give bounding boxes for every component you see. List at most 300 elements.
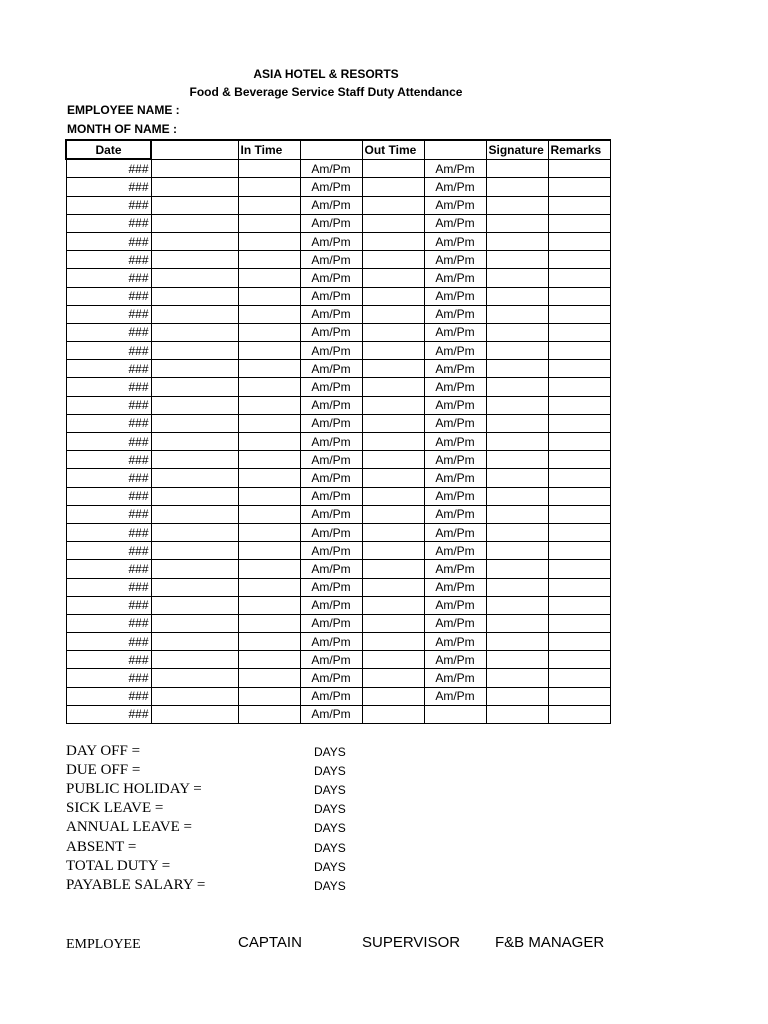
- out-ampm-cell: Am/Pm: [424, 159, 486, 178]
- in-time-cell: [238, 451, 300, 469]
- table-row: [66, 542, 610, 560]
- out-time-cell: [362, 451, 424, 469]
- signature-cell: [486, 414, 548, 432]
- in-ampm-cell: Am/Pm: [300, 196, 362, 214]
- in-time-cell: [238, 705, 300, 723]
- date-cell: ###: [66, 614, 151, 632]
- table-row: [66, 251, 610, 269]
- table-row: [66, 487, 610, 505]
- in-ampm-cell: Am/Pm: [300, 687, 362, 705]
- in-time-cell: [238, 578, 300, 596]
- remarks-cell: [548, 523, 610, 541]
- table-row: [66, 578, 610, 596]
- summary-label: SICK LEAVE =: [66, 800, 164, 817]
- in-ampm-cell: Am/Pm: [300, 487, 362, 505]
- remarks-cell: [548, 705, 610, 723]
- in-time-cell: [238, 378, 300, 396]
- blank-cell: [151, 633, 238, 651]
- out-time-cell: [362, 687, 424, 705]
- in-time-cell: [238, 251, 300, 269]
- date-cell: ###: [66, 651, 151, 669]
- in-ampm-cell: Am/Pm: [300, 523, 362, 541]
- out-time-cell: [362, 542, 424, 560]
- date-cell: ###: [66, 269, 151, 287]
- in-time-cell: [238, 287, 300, 305]
- in-ampm-cell: Am/Pm: [300, 651, 362, 669]
- summary-label: TOTAL DUTY =: [66, 857, 171, 874]
- out-time-cell: [362, 323, 424, 341]
- signature-cell: [486, 596, 548, 614]
- table-row: [66, 651, 610, 669]
- out-ampm-cell: Am/Pm: [424, 487, 486, 505]
- in-ampm-cell: Am/Pm: [300, 214, 362, 232]
- out-time-cell: [362, 596, 424, 614]
- out-time-cell: [362, 159, 424, 178]
- out-time-cell: [362, 433, 424, 451]
- remarks-cell: [548, 669, 610, 687]
- in-ampm-cell: Am/Pm: [300, 323, 362, 341]
- out-time-cell: [362, 523, 424, 541]
- attendance-table: [65, 139, 611, 724]
- in-ampm-cell: Am/Pm: [300, 232, 362, 250]
- blank-cell: [151, 232, 238, 250]
- summary-label: PAYABLE SALARY =: [66, 876, 206, 893]
- date-cell: ###: [66, 178, 151, 196]
- signature-cell: [486, 687, 548, 705]
- out-ampm-cell: Am/Pm: [424, 360, 486, 378]
- signature-cell: [486, 305, 548, 323]
- table-row: [66, 178, 610, 196]
- in-ampm-cell: Am/Pm: [300, 360, 362, 378]
- out-time-cell: [362, 396, 424, 414]
- in-ampm-cell: Am/Pm: [300, 505, 362, 523]
- date-cell: ###: [66, 232, 151, 250]
- month-label: MONTH OF NAME :: [67, 122, 177, 136]
- in-time-cell: [238, 433, 300, 451]
- date-cell: ###: [66, 378, 151, 396]
- remarks-cell: [548, 487, 610, 505]
- out-ampm-cell: Am/Pm: [424, 287, 486, 305]
- in-ampm-cell: Am/Pm: [300, 287, 362, 305]
- in-ampm-cell: Am/Pm: [300, 560, 362, 578]
- signature-cell: [486, 269, 548, 287]
- out-time-cell: [362, 287, 424, 305]
- remarks-cell: [548, 251, 610, 269]
- in-ampm-cell: Am/Pm: [300, 178, 362, 196]
- in-ampm-cell: Am/Pm: [300, 469, 362, 487]
- signature-cell: [486, 251, 548, 269]
- table-row: [66, 669, 610, 687]
- date-cell: ###: [66, 505, 151, 523]
- out-time-cell: [362, 578, 424, 596]
- in-time-cell: [238, 633, 300, 651]
- signature-cell: [486, 523, 548, 541]
- remarks-cell: [548, 214, 610, 232]
- in-time-cell: [238, 305, 300, 323]
- remarks-cell: [548, 542, 610, 560]
- table-row: [66, 414, 610, 432]
- blank-cell: [151, 342, 238, 360]
- table-row: [66, 360, 610, 378]
- out-ampm-cell: Am/Pm: [424, 469, 486, 487]
- signature-cell: [486, 560, 548, 578]
- in-time-cell: [238, 360, 300, 378]
- date-cell: ###: [66, 396, 151, 414]
- date-cell: ###: [66, 542, 151, 560]
- in-time-cell: [238, 232, 300, 250]
- in-ampm-cell: Am/Pm: [300, 305, 362, 323]
- table-row: [66, 451, 610, 469]
- in-ampm-cell: Am/Pm: [300, 633, 362, 651]
- blank-cell: [151, 560, 238, 578]
- out-ampm-cell: Am/Pm: [424, 269, 486, 287]
- out-time-cell: [362, 178, 424, 196]
- in-ampm-cell: Am/Pm: [300, 451, 362, 469]
- remarks-cell: [548, 451, 610, 469]
- date-cell: ###: [66, 214, 151, 232]
- out-ampm-cell: [424, 705, 486, 723]
- employee-name-label: EMPLOYEE NAME :: [67, 103, 180, 117]
- date-cell: ###: [66, 596, 151, 614]
- date-cell: ###: [66, 669, 151, 687]
- in-time-cell: [238, 396, 300, 414]
- summary-label: PUBLIC HOLIDAY =: [66, 781, 202, 798]
- in-time-cell: [238, 614, 300, 632]
- out-time-cell: [362, 705, 424, 723]
- out-ampm-cell: Am/Pm: [424, 214, 486, 232]
- date-cell: ###: [66, 251, 151, 269]
- table-row: [66, 505, 610, 523]
- out-ampm-cell: Am/Pm: [424, 232, 486, 250]
- signature-cell: [486, 633, 548, 651]
- in-ampm-cell: Am/Pm: [300, 433, 362, 451]
- out-ampm-cell: Am/Pm: [424, 578, 486, 596]
- remarks-cell: [548, 196, 610, 214]
- table-row: [66, 269, 610, 287]
- out-time-cell: [362, 360, 424, 378]
- out-time-cell: [362, 196, 424, 214]
- blank-cell: [151, 523, 238, 541]
- table-row: [66, 596, 610, 614]
- blank-cell: [151, 451, 238, 469]
- remarks-cell: [548, 414, 610, 432]
- remarks-cell: [548, 287, 610, 305]
- table-row: [66, 469, 610, 487]
- remarks-cell: [548, 596, 610, 614]
- in-ampm-cell: Am/Pm: [300, 669, 362, 687]
- date-cell: ###: [66, 433, 151, 451]
- blank-cell: [151, 196, 238, 214]
- out-ampm-cell: Am/Pm: [424, 433, 486, 451]
- table-row: [66, 523, 610, 541]
- signature-cell: [486, 360, 548, 378]
- out-ampm-cell: Am/Pm: [424, 669, 486, 687]
- date-cell: ###: [66, 323, 151, 341]
- signature-cell: [486, 178, 548, 196]
- signature-captain: CAPTAIN: [238, 934, 302, 951]
- in-time-cell: [238, 505, 300, 523]
- table-row: [66, 433, 610, 451]
- summary-unit: DAYS: [314, 821, 346, 836]
- blank-cell: [151, 669, 238, 687]
- remarks-cell: [548, 378, 610, 396]
- in-time-cell: [238, 523, 300, 541]
- signature-employee: EMPLOYEE: [66, 937, 141, 952]
- blank-cell: [151, 159, 238, 178]
- blank-cell: [151, 178, 238, 196]
- signature-cell: [486, 705, 548, 723]
- remarks-cell: [548, 360, 610, 378]
- blank-cell: [151, 305, 238, 323]
- out-ampm-cell: Am/Pm: [424, 451, 486, 469]
- out-ampm-cell: Am/Pm: [424, 396, 486, 414]
- signature-cell: [486, 342, 548, 360]
- remarks-cell: [548, 560, 610, 578]
- date-cell: ###: [66, 469, 151, 487]
- blank-cell: [151, 614, 238, 632]
- out-ampm-cell: Am/Pm: [424, 523, 486, 541]
- summary-label: ANNUAL LEAVE =: [66, 819, 192, 836]
- out-ampm-cell: Am/Pm: [424, 560, 486, 578]
- in-ampm-cell: Am/Pm: [300, 596, 362, 614]
- signature-cell: [486, 487, 548, 505]
- table-row: [66, 705, 610, 723]
- in-ampm-cell: Am/Pm: [300, 342, 362, 360]
- signature-cell: [486, 542, 548, 560]
- signature-supervisor: SUPERVISOR: [362, 934, 461, 951]
- in-ampm-cell: Am/Pm: [300, 705, 362, 723]
- in-time-cell: [238, 159, 300, 178]
- out-ampm-cell: Am/Pm: [424, 651, 486, 669]
- remarks-cell: [548, 342, 610, 360]
- date-cell: ###: [66, 451, 151, 469]
- remarks-cell: [548, 159, 610, 178]
- out-ampm-cell: Am/Pm: [424, 414, 486, 432]
- table-row: [66, 232, 610, 250]
- out-time-cell: [362, 342, 424, 360]
- date-cell: ###: [66, 159, 151, 178]
- signature-manager: F&B MANAGER: [495, 934, 605, 951]
- out-time-cell: [362, 232, 424, 250]
- out-time-cell: [362, 633, 424, 651]
- out-time-cell: [362, 651, 424, 669]
- summary-unit: DAYS: [314, 745, 346, 759]
- blank-cell: [151, 687, 238, 705]
- remarks-cell: [548, 178, 610, 196]
- table-row: [66, 159, 610, 178]
- date-cell: ###: [66, 633, 151, 651]
- summary-label: DAY OFF =: [66, 743, 141, 759]
- signature-cell: [486, 505, 548, 523]
- table-row: [66, 560, 610, 578]
- in-time-cell: [238, 596, 300, 614]
- table-row: [66, 396, 610, 414]
- blank-cell: [151, 360, 238, 378]
- remarks-cell: [548, 433, 610, 451]
- out-time-cell: [362, 505, 424, 523]
- in-time-cell: [238, 542, 300, 560]
- column-header-in-ampm: [300, 140, 362, 159]
- out-ampm-cell: Am/Pm: [424, 305, 486, 323]
- date-cell: ###: [66, 287, 151, 305]
- in-time-cell: [238, 487, 300, 505]
- in-ampm-cell: Am/Pm: [300, 396, 362, 414]
- blank-cell: [151, 323, 238, 341]
- date-cell: ###: [66, 305, 151, 323]
- out-ampm-cell: Am/Pm: [424, 378, 486, 396]
- in-ampm-cell: Am/Pm: [300, 542, 362, 560]
- blank-cell: [151, 414, 238, 432]
- table-row: [66, 214, 610, 232]
- in-ampm-cell: Am/Pm: [300, 159, 362, 178]
- summary-unit: DAYS: [314, 878, 346, 893]
- signature-cell: [486, 159, 548, 178]
- signature-cell: [486, 578, 548, 596]
- remarks-cell: [548, 651, 610, 669]
- document-title: Food & Beverage Service Staff Duty Attendance: [189, 85, 463, 99]
- out-time-cell: [362, 378, 424, 396]
- date-cell: ###: [66, 487, 151, 505]
- date-cell: ###: [66, 560, 151, 578]
- out-time-cell: [362, 614, 424, 632]
- out-ampm-cell: Am/Pm: [424, 178, 486, 196]
- table-row: [66, 614, 610, 632]
- blank-cell: [151, 214, 238, 232]
- signature-cell: [486, 396, 548, 414]
- date-cell: ###: [66, 705, 151, 723]
- column-header-in-time: In Time: [238, 140, 300, 159]
- blank-cell: [151, 542, 238, 560]
- blank-cell: [151, 578, 238, 596]
- in-time-cell: [238, 651, 300, 669]
- out-time-cell: [362, 414, 424, 432]
- summary-unit: DAYS: [314, 840, 346, 855]
- date-cell: ###: [66, 523, 151, 541]
- remarks-cell: [548, 687, 610, 705]
- remarks-cell: [548, 614, 610, 632]
- column-header-out-time: Out Time: [362, 140, 424, 159]
- blank-cell: [151, 378, 238, 396]
- summary-unit: DAYS: [314, 783, 346, 798]
- summary-label: ABSENT =: [66, 838, 137, 855]
- out-ampm-cell: Am/Pm: [424, 633, 486, 651]
- out-ampm-cell: Am/Pm: [424, 505, 486, 523]
- in-time-cell: [238, 687, 300, 705]
- remarks-cell: [548, 396, 610, 414]
- in-ampm-cell: Am/Pm: [300, 378, 362, 396]
- date-cell: ###: [66, 360, 151, 378]
- blank-cell: [151, 487, 238, 505]
- signature-cell: [486, 469, 548, 487]
- signature-cell: [486, 287, 548, 305]
- blank-cell: [151, 651, 238, 669]
- table-row: [66, 196, 610, 214]
- date-cell: ###: [66, 414, 151, 432]
- in-time-cell: [238, 323, 300, 341]
- signature-cell: [486, 451, 548, 469]
- signature-cell: [486, 433, 548, 451]
- summary-unit: DAYS: [314, 802, 346, 817]
- out-ampm-cell: Am/Pm: [424, 687, 486, 705]
- column-header-out-ampm: [424, 140, 486, 159]
- date-cell: ###: [66, 342, 151, 360]
- signature-cell: [486, 323, 548, 341]
- out-time-cell: [362, 469, 424, 487]
- summary-unit: DAYS: [314, 859, 346, 874]
- out-time-cell: [362, 214, 424, 232]
- remarks-cell: [548, 323, 610, 341]
- date-cell: ###: [66, 578, 151, 596]
- out-ampm-cell: Am/Pm: [424, 542, 486, 560]
- signature-cell: [486, 196, 548, 214]
- out-ampm-cell: Am/Pm: [424, 323, 486, 341]
- remarks-cell: [548, 269, 610, 287]
- summary-unit: DAYS: [314, 764, 346, 779]
- out-ampm-cell: Am/Pm: [424, 596, 486, 614]
- date-cell: ###: [66, 196, 151, 214]
- table-row: [66, 342, 610, 360]
- blank-cell: [151, 433, 238, 451]
- blank-cell: [151, 505, 238, 523]
- summary-label: DUE OFF =: [66, 762, 141, 779]
- in-time-cell: [238, 669, 300, 687]
- signature-cell: [486, 614, 548, 632]
- in-time-cell: [238, 178, 300, 196]
- out-ampm-cell: Am/Pm: [424, 196, 486, 214]
- blank-cell: [151, 287, 238, 305]
- in-time-cell: [238, 196, 300, 214]
- signature-cell: [486, 651, 548, 669]
- out-time-cell: [362, 560, 424, 578]
- blank-cell: [151, 469, 238, 487]
- column-header-date: Date: [66, 140, 151, 159]
- out-ampm-cell: Am/Pm: [424, 614, 486, 632]
- in-time-cell: [238, 214, 300, 232]
- date-cell: ###: [66, 687, 151, 705]
- remarks-cell: [548, 469, 610, 487]
- column-header-signature: Signature: [486, 140, 548, 159]
- table-row: [66, 287, 610, 305]
- out-time-cell: [362, 669, 424, 687]
- blank-cell: [151, 596, 238, 614]
- in-time-cell: [238, 414, 300, 432]
- column-header-remarks: Remarks: [548, 140, 610, 159]
- in-time-cell: [238, 269, 300, 287]
- signature-cell: [486, 232, 548, 250]
- signature-cell: [486, 214, 548, 232]
- in-ampm-cell: Am/Pm: [300, 578, 362, 596]
- table-row: [66, 305, 610, 323]
- out-ampm-cell: Am/Pm: [424, 342, 486, 360]
- signature-cell: [486, 669, 548, 687]
- out-ampm-cell: Am/Pm: [424, 251, 486, 269]
- out-time-cell: [362, 269, 424, 287]
- in-time-cell: [238, 342, 300, 360]
- out-time-cell: [362, 487, 424, 505]
- in-ampm-cell: Am/Pm: [300, 269, 362, 287]
- table-row: [66, 687, 610, 705]
- table-row: [66, 633, 610, 651]
- signature-cell: [486, 378, 548, 396]
- remarks-cell: [548, 505, 610, 523]
- blank-cell: [151, 705, 238, 723]
- in-ampm-cell: Am/Pm: [300, 614, 362, 632]
- out-time-cell: [362, 251, 424, 269]
- column-header-blank: [151, 140, 238, 159]
- blank-cell: [151, 251, 238, 269]
- in-time-cell: [238, 469, 300, 487]
- remarks-cell: [548, 305, 610, 323]
